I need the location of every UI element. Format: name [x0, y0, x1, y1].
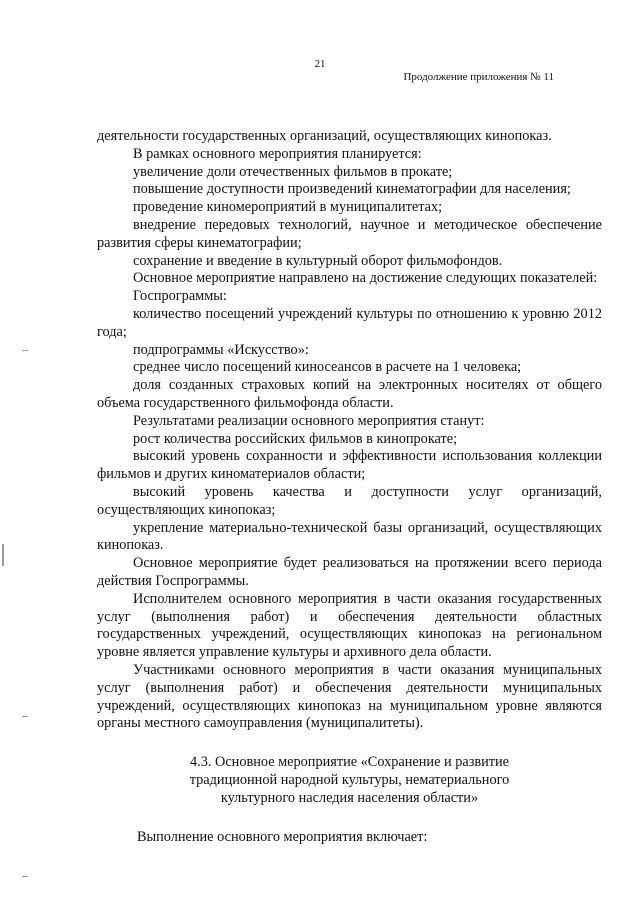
- paragraph: Госпрограммы:: [133, 288, 227, 305]
- paragraph: В рамках основного мероприятия планируется:: [133, 145, 422, 162]
- list-item: проведение киномероприятий в муниципалитетах;: [133, 199, 443, 216]
- list-item: рост количества российских фильмов в кинопрокате;: [133, 430, 458, 447]
- paragraph: Основное мероприятие направлено на достижение следующих показателей:: [133, 270, 598, 287]
- section-heading-line: культурного наследия населения области»: [220, 790, 479, 807]
- scan-margin-mark: [22, 716, 28, 717]
- list-item: сохранение и введение в культурный оборот фильмофондов.: [133, 252, 503, 269]
- list-item: доля созданных страховых копий на электронных носителях от общего объема государственного фильмофонда области.: [97, 377, 602, 411]
- paragraph: Участниками основного мероприятия в части оказания муниципальных услуг (выполнения работ) и обеспечения деятельности муниципальных учреждений, осуществляющих кинопоказ на муниципальном уровне являются органы местного самоуправления (муниципалитеты).: [97, 661, 602, 732]
- list-item: внедрение передовых технологий, научное и методическое обеспечение развития сферы кинематографии;: [97, 216, 602, 251]
- scan-margin-mark: [22, 350, 28, 351]
- list-item: укрепление материально-технической базы организаций, осуществляющих кинопоказ.: [97, 519, 602, 554]
- scan-margin-mark: [2, 544, 4, 566]
- list-item: повышение доступности произведений кинематографии для населения;: [133, 181, 571, 198]
- list-item: высокий уровень сохранности и эффективности использования коллекции фильмов и других киноматериалов области;: [97, 448, 602, 483]
- list-item: высокий уровень качества и доступности услуг организаций, осуществляющих кинопоказ;: [97, 483, 602, 518]
- paragraph: Основное мероприятие будет реализоваться на протяжении всего периода действия Госпрограммы.: [97, 555, 602, 589]
- list-item: среднее число посещений киносеансов в расчете на 1 человека;: [133, 359, 522, 376]
- paragraph: подпрограммы «Искусство»:: [133, 341, 309, 358]
- section-heading-line: традиционной народной культуры, нематериального: [189, 772, 510, 789]
- list-item: количество посещений учреждений культуры по отношению к уровню 2012 года;: [97, 305, 602, 340]
- paragraph: Исполнителем основного мероприятия в части оказания государственных услуг (выполнения работ) и обеспечения деятельности областных государственных учреждений, осуществляющих кинопоказ на региональном уровне является управление культуры и архивного дела области.: [97, 590, 602, 661]
- paragraph: Результатами реализации основного мероприятия станут:: [133, 412, 485, 429]
- scan-margin-mark: [22, 876, 28, 877]
- section-heading-line: 4.3. Основное мероприятие «Сохранение и развитие: [189, 754, 510, 771]
- closing-paragraph: Выполнение основного мероприятия включает:: [137, 829, 428, 846]
- list-item: увеличение доли отечественных фильмов в прокате;: [133, 163, 453, 180]
- page-number: 21: [314, 58, 326, 70]
- appendix-continuation-note: Продолжение приложения № 11: [403, 71, 554, 83]
- section-heading: [97, 753, 602, 807]
- paragraph: деятельности государственных организаций, осуществляющих кинопоказ.: [97, 128, 552, 144]
- document-body: [97, 128, 602, 847]
